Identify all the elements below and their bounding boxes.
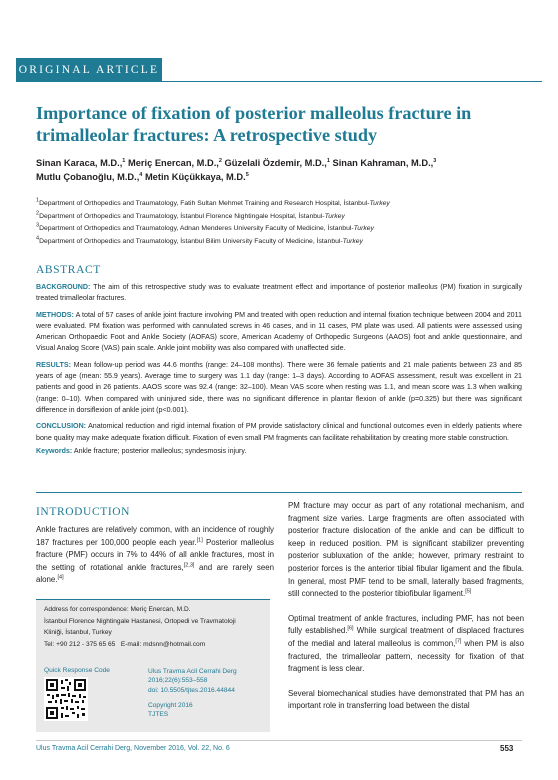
paragraph <box>288 688 524 713</box>
footer-divider <box>36 740 522 741</box>
doi-link[interactable]: doi: 10.5505/tjtes.2016.44844 <box>148 686 235 694</box>
affiliation-text: Department of Orthopedics and Traumatology, Fatih Sultan Mehmet Training and Research Hospital, İstanbul- <box>39 200 370 207</box>
affiliation-number: 2 <box>36 210 40 217</box>
footer-journal: Ulus Travma Acil Cerrahi Derg, November 2016, Vol. 22, No. 6 <box>36 745 230 752</box>
section-label: ORIGINAL ARTICLE <box>16 58 162 82</box>
affiliation-text: Department of Orthopedics and Traumatology, İstanbul Bilim University Faculty of Medicine, İstanbul- <box>39 237 343 245</box>
affiliation-country: Turkey <box>369 200 390 207</box>
journal-issue: 2016;22(6):553–558 <box>148 677 208 685</box>
affiliation-number: 4 <box>36 235 40 242</box>
right-column-text <box>288 500 524 725</box>
author-name: Metin Küçükkaya, M.D. <box>144 172 246 182</box>
affiliation-country: Turkey <box>353 225 374 233</box>
intro-sentence: Ankle fractures are relatively common, with an incidence of roughly 187 fractures per 100,000 people each year. <box>36 525 274 547</box>
copyright-text: Copyright 2016 <box>148 702 193 709</box>
affiliation-text: Department of Orthopedics and Traumatology, İstanbul Florence Nightingale Hospital, İstanbul- <box>39 212 325 220</box>
author-name: Meriç Enercan, M.D., <box>127 158 219 168</box>
introduction-heading: INTRODUCTION <box>36 506 131 518</box>
journal-name: Ulus Travma Acil Cerrahi Derg <box>148 668 237 675</box>
correspondence-address <box>44 604 264 650</box>
results-text: Mean follow-up period was 44.6 months (range: 24–108 months). There were 36 female patients and 21 male patients between 23 and 85 years of age (mean: 55.9 years). Average time to surgery was 1.1 day (range: 1–3 days). According to AOFAS assessment, result was excellent in 21 patients and good in 26 patients. AAOS score was 92.4 (range: 32–100). Mean VAS score when resting was 1.1, and mean score was 1.3 when walking (range: 0–10). When compared with uninjured side, there was no significant difference in plantar flexion of ankle (p=0.325) but there was significant difference in dorsiflexion of ankle joint (p<0.001). <box>36 360 522 414</box>
affiliation-country: Turkey <box>342 237 363 245</box>
author-name: Mutlu Çobanoğlu, M.D., <box>36 172 140 182</box>
methods-label: METHODS: <box>36 310 74 319</box>
introduction-text <box>36 524 274 587</box>
qr-code-image <box>44 677 88 721</box>
copyright-block <box>148 701 268 720</box>
citation: [5] <box>465 588 472 595</box>
conclusion-label: CONCLUSION: <box>36 422 87 431</box>
abstract-methods <box>36 310 522 355</box>
abstract-conclusion <box>36 421 522 444</box>
abstract-divider <box>36 492 522 493</box>
paragraph-text: Several biomechanical studies have demonstrated that PM has an important role in transferring load between the distal <box>288 688 524 711</box>
author-list <box>36 156 536 184</box>
intro-sentence: and are rarely seen alone. <box>36 562 274 585</box>
abstract-results <box>36 360 522 416</box>
background-text: The aim of this retrospective study was to evaluate treatment effect and importance of posterior malleolus (PM) fixation in surgically treated trimalleolar fractures. <box>36 283 523 303</box>
publisher-name: TJTES <box>148 711 169 719</box>
author-affil: 1 <box>326 157 330 164</box>
author-affil: 1 <box>122 157 126 164</box>
page-number: 553 <box>500 744 514 753</box>
affiliation-item <box>36 198 536 211</box>
phone-number: Tel: +90 212 - 375 65 65 <box>44 640 116 648</box>
paragraph-text: While surgical treatment of displaced fractures of the medial and lateral malleolus is common, <box>288 626 524 648</box>
citation: [4] <box>57 574 64 581</box>
author-name: Sinan Karaca, M.D., <box>36 158 123 168</box>
correspondence-line: Address for correspondence: Meriç Enercan, M.D. <box>44 606 191 613</box>
author-name: Sinan Kahraman, M.D., <box>332 158 434 168</box>
author-affil: 3 <box>433 157 437 164</box>
citation: [6] <box>347 625 354 632</box>
results-label: RESULTS: <box>36 360 71 369</box>
intro-sentence: Posterior malleolus fracture (PMF) occurs in 7% to 44% of all ankle fractures, most in the setting of rotational ankle fractures, <box>36 537 275 572</box>
section-divider <box>162 81 542 82</box>
abstract-heading: ABSTRACT <box>36 264 101 276</box>
author-affil: 4 <box>139 171 143 178</box>
email-address[interactable]: E-mail: mdsnn@hotmail.com <box>120 640 206 648</box>
paragraph-text: when PM is also fractured, the trimalleolar pattern, necessity for fixation of that fragment is less clear. <box>288 638 524 674</box>
article-title: Importance of fixation of posterior malleolus fracture in trimalleolar fractures: A retrospective study <box>36 103 472 145</box>
author-affil: 5 <box>245 171 249 178</box>
conclusion-text: Anatomical reduction and rigid internal fixation of PM provide satisfactory clinical and functional outcomes even in elderly patients where bone quality may make adequate fixation difficult. Fixation of even small PM fragments can facilitate rehabilitation by creating more stable construction. <box>36 422 523 442</box>
paragraph <box>288 500 524 601</box>
affiliation-item <box>36 236 536 249</box>
citation: [7] <box>455 638 462 645</box>
affiliation-item <box>36 211 536 224</box>
affiliation-item <box>36 223 536 236</box>
paragraph-text: Optimal treatment of ankle fractures, including PMF, has not been fully established. <box>288 613 524 636</box>
keywords-text: Ankle fracture; posterior malleolus; syndesmosis injury. <box>73 446 247 455</box>
affiliation-text: Department of Orthopedics and Traumatology, Adnan Menderes University Faculty of Medicine, İstanbul- <box>39 225 354 233</box>
author-affil: 2 <box>218 157 222 164</box>
paragraph <box>288 613 524 676</box>
abstract-keywords <box>36 446 522 457</box>
correspondence-line: Kliniği, İstanbul, Turkey <box>44 629 112 637</box>
qr-code-label: Quick Response Code <box>44 667 110 674</box>
affiliation-number: 1 <box>36 197 40 204</box>
abstract-background <box>36 282 522 305</box>
methods-text: A total of 57 cases of ankle joint fracture involving PM and treated with open reduction and internal fixation technique between 2004 and 2011 were evaluated. PM fixation was performed with cannulated screws in 46 cases, and in 11 cases, PM plate was used. All patients were assessed using American Orthopaedic Foot and Ankle Society (AOFAS) score, American Academy of Orthopedic Surgeons (AAOS) foot and ankle questionnaire, and Visual Analog Score (VAS) pain scale. Ankle joint mobility was also compared with unaffected side. <box>36 310 522 353</box>
abstract-body <box>36 282 522 462</box>
correspondence-line: İstanbul Florence Nightingale Hastanesi, Ortopedi ve Travmatoloji <box>44 617 236 625</box>
citation-block <box>148 667 268 695</box>
keywords-label: Keywords: <box>36 446 73 455</box>
citation: [1] <box>196 536 203 543</box>
citation: [2,3] <box>183 562 195 569</box>
author-name: Güzelali Özdemir, M.D., <box>224 158 327 168</box>
affiliation-number: 3 <box>36 222 40 229</box>
correspondence-contact <box>44 639 264 651</box>
background-label: BACKGROUND: <box>36 283 91 291</box>
paragraph-text: PM fracture may occur as part of any rotational mechanism, and fragment size varies. Large fragments are often associated with posterior fracture dislocation of the ankle and can be difficult to keep in reduced position. PM is significant stabilizer preventing posterior subluxation of the ankle; however, primary restraint to posterior forces is the anterior tibial fibular ligament and the fibula. In general, most PMF tend to be small, laterally based fragments, still connected to the posterior tibiofibular ligament. <box>288 501 524 599</box>
affiliation-country: Turkey <box>324 212 345 220</box>
affiliation-list <box>36 198 536 248</box>
